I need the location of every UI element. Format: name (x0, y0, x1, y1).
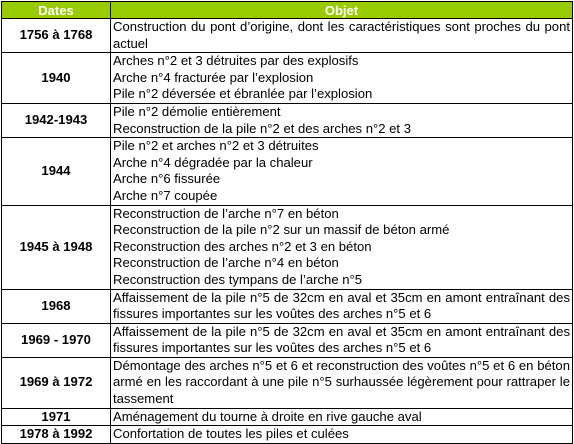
row-date: 1940 (2, 53, 111, 104)
row-objet-line: Pile n°2 démolie entièrement (113, 103, 281, 119)
row-objet-line: Reconstruction des tympans de l’arche n°5 (113, 271, 363, 287)
table-row (2, 289, 573, 323)
row-date: 1756 à 1768 (2, 19, 111, 53)
row-objet-line: Arche n°6 fissurée (113, 171, 221, 187)
table-header-row (2, 2, 573, 19)
row-objet-line: Arche n°4 fracturée par l’explosion (113, 69, 314, 85)
row-objet-line: Arche n°4 dégradée par la chaleur (113, 154, 313, 170)
row-date: 1971 (2, 408, 111, 426)
row-objet-line: Reconstruction des arches n°2 et 3 en béton (113, 238, 372, 254)
header-dates: Dates (2, 2, 111, 19)
row-objet-paragraph: Confortation de toutes les piles et culées (113, 426, 349, 442)
row-objet-line: Pile n°2 déversée et ébranlée par l’explosion (113, 86, 373, 102)
table-row (2, 138, 573, 205)
row-objet (111, 205, 573, 289)
row-objet (111, 103, 573, 137)
row-date: 1968 (2, 289, 111, 323)
table-row (2, 357, 573, 408)
row-date: 1942-1943 (2, 103, 111, 137)
table-row (2, 53, 573, 104)
row-objet (111, 53, 573, 104)
row-date: 1969 à 1972 (2, 357, 111, 408)
row-objet-line: Reconstruction de l’arche n°7 en béton (113, 205, 339, 221)
row-objet-paragraph: Construction du pont d’origine, dont les caractéristiques sont proches du pont actuel (113, 19, 570, 51)
row-date: 1945 à 1948 (2, 205, 111, 289)
row-date: 1978 à 1992 (2, 426, 111, 444)
row-objet-line: Pile n°2 et arches n°2 et 3 détruites (113, 138, 319, 154)
history-table (1, 1, 573, 444)
table-row (2, 19, 573, 53)
row-objet-line: Arche n°7 coupée (113, 187, 218, 203)
row-objet-paragraph: Affaissement de la pile n°5 de 32cm en aval et 35cm en amont entraînant des fissures importantes sur les voûtes des arches n°5 et 6 (113, 323, 570, 356)
row-objet (111, 19, 573, 53)
row-objet-line: Arches n°2 et 3 détruites par des explosifs (113, 53, 359, 69)
table-row (2, 408, 573, 426)
row-objet-paragraph: Aménagement du tourne à droite en rive gauche aval (113, 408, 422, 424)
row-objet-line: Reconstruction de la pile n°2 et des arches n°2 et 3 (113, 120, 411, 136)
row-objet (111, 323, 573, 357)
row-objet (111, 357, 573, 408)
row-objet-paragraph: Affaissement de la pile n°5 de 32cm en aval et 35cm en amont entraînant des fissures importantes sur les voûtes des arches n°5 et 6 (113, 289, 570, 322)
row-objet (111, 289, 573, 323)
row-date: 1944 (2, 138, 111, 205)
row-objet-paragraph: Démontage des arches n°5 et 6 et reconstruction des voûtes n°5 et 6 en béton armé en les raccordant à une pile n°5 surhaussée légèrement pour rattraper le tassement (113, 357, 570, 407)
row-objet (111, 138, 573, 205)
row-date: 1969 - 1970 (2, 323, 111, 357)
header-objet: Objet (111, 2, 573, 19)
table-body (2, 19, 573, 444)
table-row (2, 103, 573, 137)
history-table-container (1, 1, 572, 444)
table-row (2, 205, 573, 289)
row-objet (111, 408, 573, 426)
row-objet-line: Reconstruction de la pile n°2 sur un massif de béton armé (113, 222, 450, 238)
table-row (2, 323, 573, 357)
row-objet-line: Reconstruction de l’arche n°4 en béton (113, 255, 339, 271)
